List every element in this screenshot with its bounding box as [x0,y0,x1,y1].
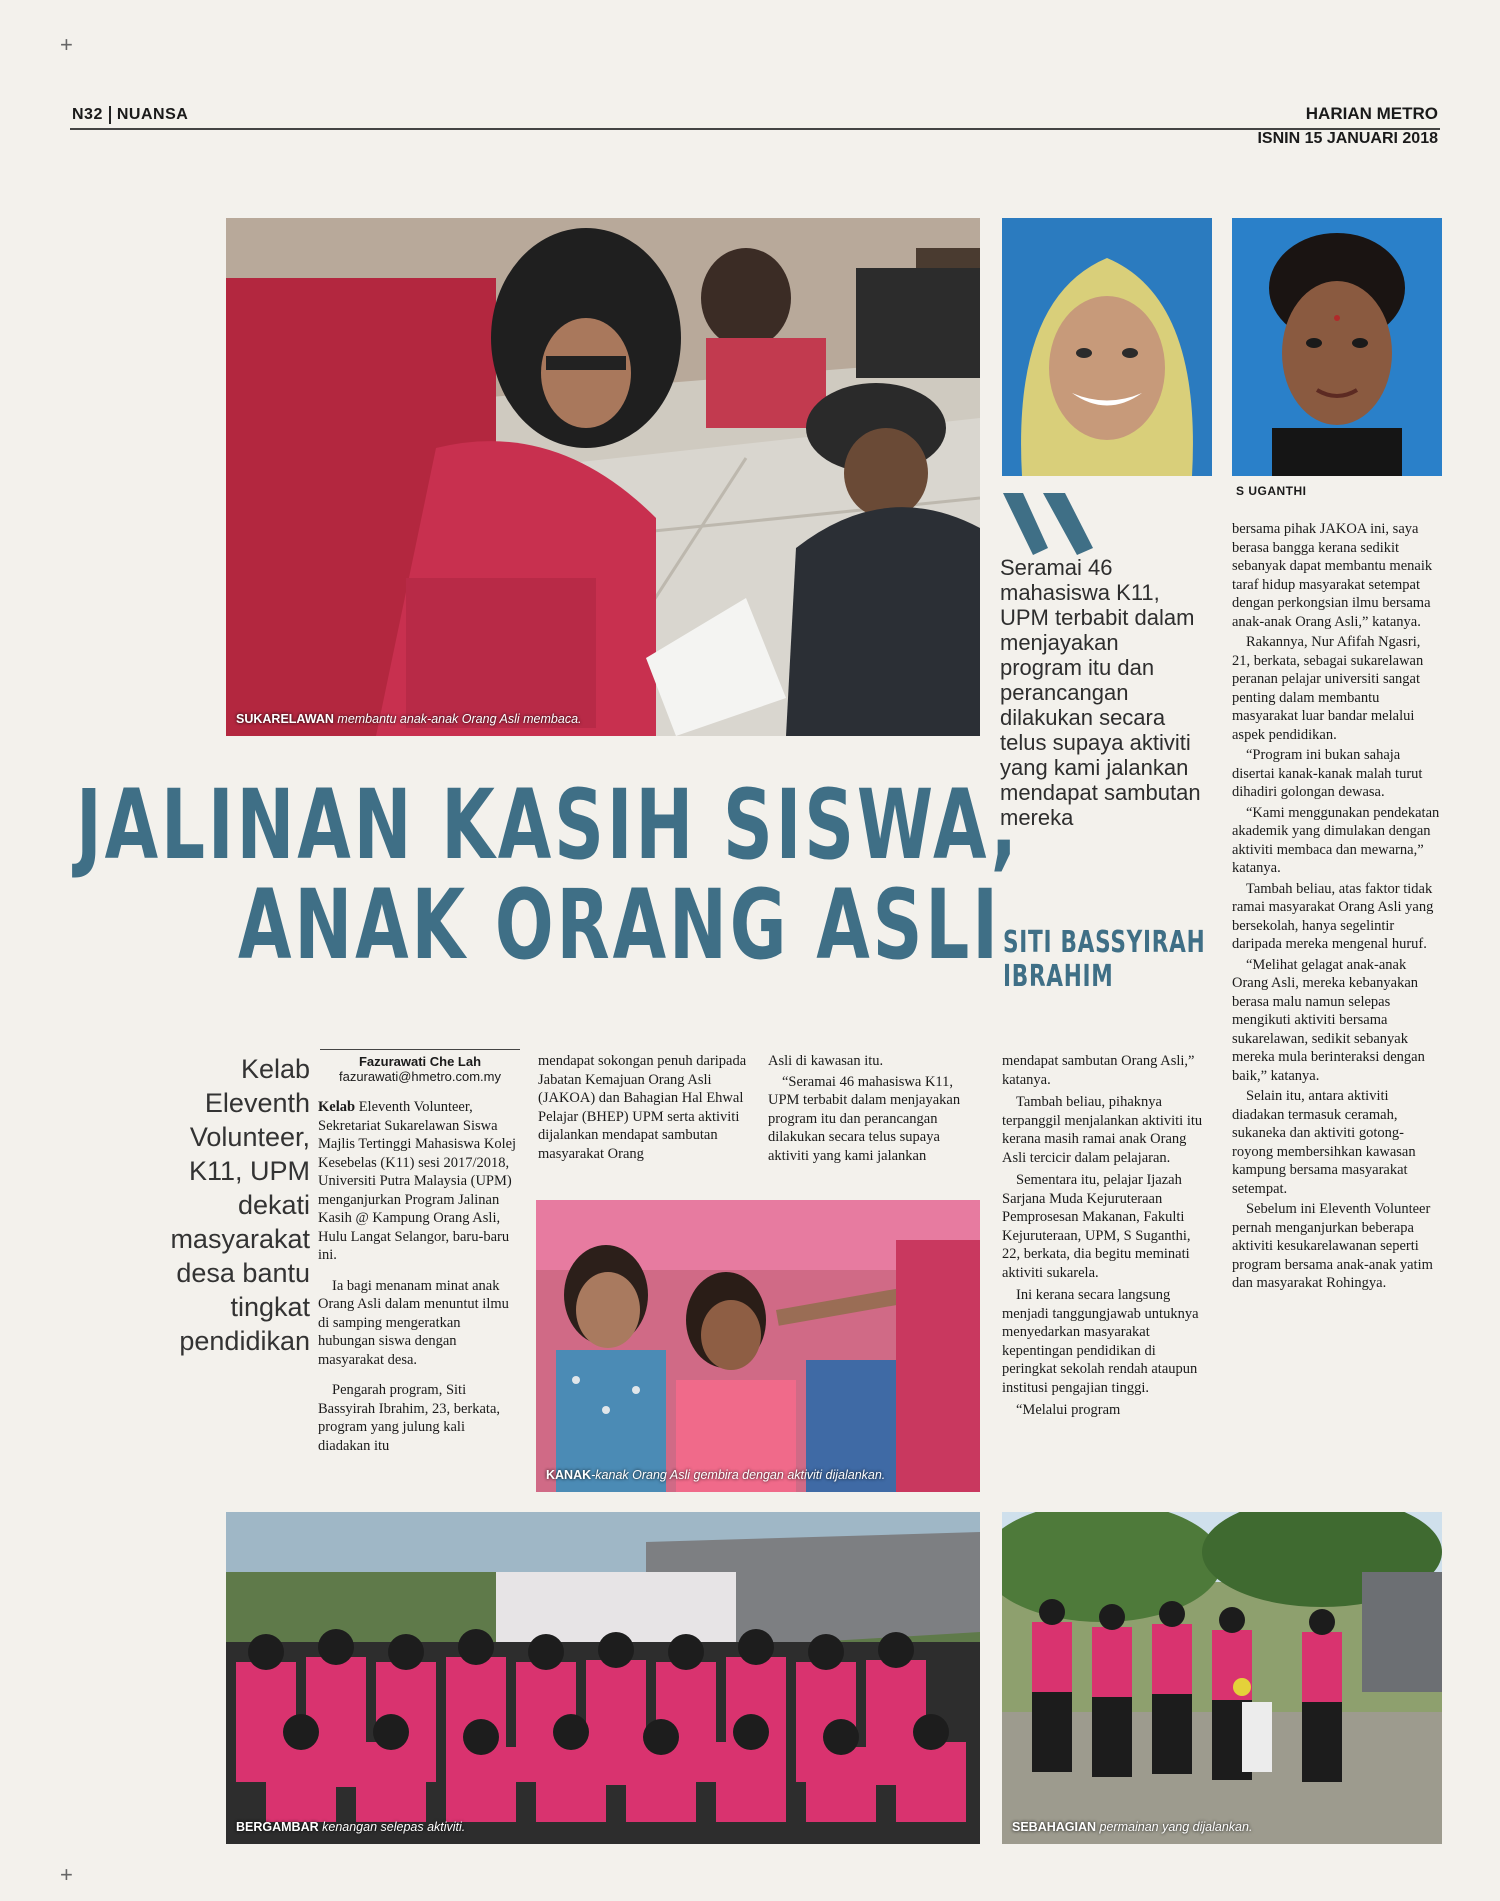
paragraph: mendapat sambutan Orang Asli,” katanya. [1002,1053,1195,1088]
caption-lead: KANAK [546,1468,592,1482]
pull-quote-attribution [1003,926,1205,994]
author-email: fazurawati@hmetro.com.my [338,1069,502,1084]
article-column-1 [318,1098,518,1467]
paragraph: “Melalui program [1016,1402,1121,1418]
paragraph: Selain itu, antara aktiviti diadakan termasuk ceramah, sukaneka dan aktiviti gotong-royong membersihkan kawasan kampung bersama masyarakat setempat. [1232,1088,1416,1197]
publication-date: ISNIN 15 JANUARI 2018 [1257,130,1438,147]
article-column-3 [768,1052,980,1177]
page-section-header [72,106,188,124]
photo-games [1002,1512,1442,1844]
paragraph: “Kami menggunakan pendekatan akademik yang dimulakan dengan aktiviti membaca dan mewarna,” katanya. [1232,804,1440,876]
portrait-siti-bassyirah [1002,218,1212,476]
paragraph: Ia bagi menanam minat anak Orang Asli dalam menuntut ilmu di samping mengeratkan hubungan siswa dengan masyarakat desa. [318,1277,509,1368]
caption-lead: SEBAHAGIAN [1012,1820,1097,1834]
byline-rule [320,1049,520,1050]
byline [320,1045,520,1084]
caption-lead: BERGAMBAR [236,1820,319,1834]
paragraph-text: Eleventh Volunteer, Sekretariat Sukarelawan Siswa Majlis Tertinggi Mahasiswa Kolej Kesebelas (K11) sesi 2017/2018, Universiti Putra Malaysia (UPM) menganjurkan Program Jalinan Kasih @ Kampung Orang Asli, Hulu Langat Selangor, baru-baru ini. [318,1099,517,1263]
header-separator [109,106,111,124]
photo-caption [236,1820,465,1834]
paragraph: Ini kerana secara langsung menjadi tanggungjawab untuknya menyedarkan masyarakat kepentingan pendidikan di peringkat sekolah rendah ataupun institusi pengajian tinggi. [1002,1287,1199,1396]
crop-mark-top-left: + [60,32,73,57]
portrait-label: S UGANTHI [1236,484,1307,498]
attribution-line1: SITI BASSYIRAH [1003,925,1206,960]
header-rule [70,128,1440,130]
article-column-5 [1232,520,1442,1305]
photo-caption [1012,1820,1252,1834]
paragraph: mendapat sokongan penuh daripada Jabatan Kemajuan Orang Asli (JAKOA) dan Bahagian Hal Ehwal Pelajar (BHEP) UPM serta aktiviti dijalankan mendapat sambutan masyarakat Orang [538,1053,747,1162]
paragraph: bersama pihak JAKOA ini, saya berasa bangga kerana sedikit sebanyak dapat membantu menaik taraf hidup masyarakat setempat dengan perkongsian ilmu bersama anak-anak Orang Asli,” katanya. [1232,521,1433,630]
attribution-line2: IBRAHIM [1003,959,1114,994]
paragraph: Sebelum ini Eleventh Volunteer pernah menganjurkan beberapa aktiviti kesukarelawanan seperti program bersama anak-anak yatim dan masyarakat Rohingya. [1232,1201,1433,1291]
photo-group [226,1512,980,1844]
photo-volunteers-reading [226,218,980,736]
masthead [1257,104,1438,148]
caption-text: -kanak Orang Asli gembira dengan aktiviti dijalankan. [591,1468,886,1482]
publication-name: HARIAN METRO [1305,104,1438,123]
photo-children-activity [536,1200,980,1492]
page-number: N32 [72,106,103,124]
paragraph: “Seramai 46 mahasiswa K11, UPM terbabit dalam menjayakan program itu dan perancangan dilakukan secara telus supaya aktiviti yang kami jalankan [768,1073,961,1164]
photo-caption [546,1468,885,1482]
article-column-2 [538,1052,748,1175]
caption-text: kenangan selepas aktiviti. [322,1820,466,1834]
paragraph [318,1098,518,1265]
article-column-4 [1002,1052,1212,1432]
paragraph: “Melihat gelagat anak-anak Orang Asli, mereka kebanyakan berasa malu namun selepas mengikuti aktiviti bersama sukarelawan, sedikit sebanyak mereka mula berinteraksi dengan baik,” katanya. [1232,956,1425,1084]
portrait-suganthi [1232,218,1442,476]
section-name: NUANSA [116,106,189,124]
author-name: Fazurawati Che Lah [358,1054,482,1069]
lead-in: Kelab [318,1099,356,1115]
quote-mark-icon [1003,493,1103,558]
paragraph: Asli di kawasan itu. [768,1053,884,1069]
paragraph: Sementara itu, pelajar Ijazah Sarjana Muda Kejuruteraan Pemprosesan Makanan, Fakulti Kejuruteraan, UPM, S Suganthi, 22, berkata, dia begitu meminati aktiviti sukarela. [1002,1172,1191,1281]
headline [76,769,1020,981]
headline-line2: ANAK ORANG ASLI [238,869,1001,981]
caption-text: permainan yang dijalankan. [1099,1820,1253,1834]
caption-lead: SUKARELAWAN [236,712,334,726]
paragraph: Pengarah program, Siti Bassyirah Ibrahim, 23, berkata, program yang julung kali diadakan itu [318,1382,501,1454]
pull-quote: Seramai 46 mahasiswa K11, UPM terbabit dalam menjayakan program itu dan perancangan dilakukan secara telus supaya aktiviti yang kami jalankan mendapat sambutan mereka [1000,555,1201,830]
paragraph: Tambah beliau, pihaknya terpanggil menjalankan aktiviti itu kerana masih ramai anak Orang Asli tercicir dalam pelajaran. [1002,1094,1203,1166]
paragraph: Tambah beliau, atas faktor tidak ramai masyarakat Orang Asli yang bersekolah, hanya segelintir daripada mereka mengenal huruf. [1232,880,1434,952]
paragraph: Rakannya, Nur Afifah Ngasri, 21, berkata, sebagai sukarelawan peranan pelajar universiti sangat penting dalam membantu masyarakat luar bandar melalui aspek pendidikan. [1232,634,1424,743]
paragraph: “Program ini bukan sahaja disertai kanak-kanak malah turut dihadiri golongan dewasa. [1232,747,1423,800]
headline-line1: JALINAN KASIH SISWA, [76,769,1020,881]
standfirst: Kelab Eleventh Volunteer, K11, UPM dekati masyarakat desa bantu tingkat pendidikan [170,1054,310,1356]
crop-mark-bottom-left: + [60,1862,73,1887]
caption-text: membantu anak-anak Orang Asli membaca. [337,712,582,726]
photo-caption [236,712,582,726]
